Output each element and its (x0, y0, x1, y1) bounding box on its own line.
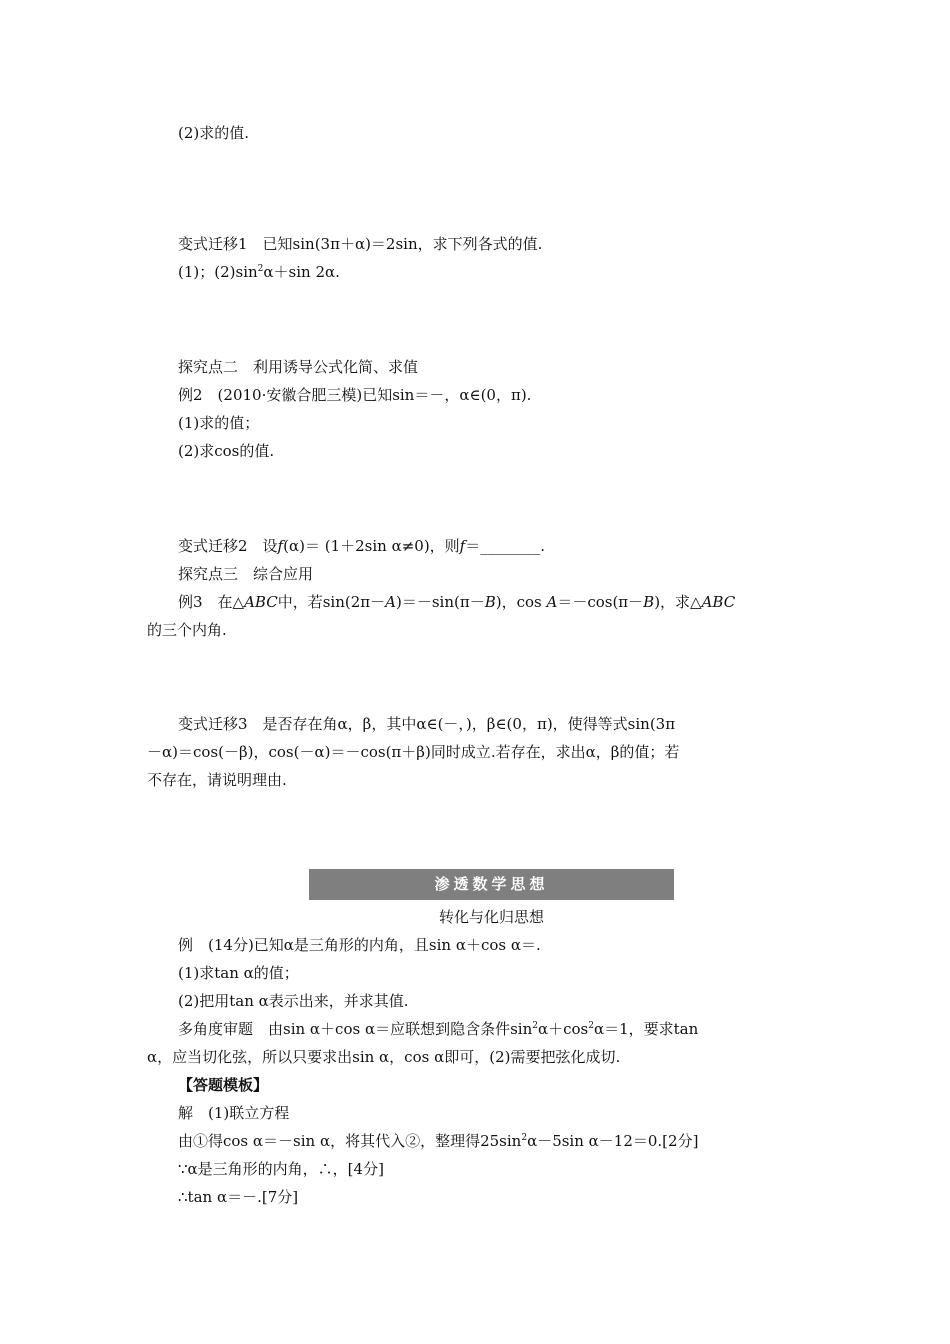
text-seg: ＝－cos(π－ (557, 593, 644, 611)
text-seg: (α)＝ (1＋2sin α≠0)，则 (283, 537, 460, 555)
example-3-cont: 的三个内角. (147, 621, 227, 639)
text-seg: f (277, 537, 284, 555)
text-seg: (1)；(2)sin (178, 263, 258, 281)
solution-line-2 (178, 1131, 698, 1151)
solution-line-1: 解 (1)联立方程 (178, 1104, 290, 1122)
variant-exercise-1-parts (178, 262, 340, 282)
text-seg: ABC (244, 593, 278, 611)
text-seg: f (459, 537, 466, 555)
text-seg: 多角度审题 由sin α＋cos α＝应联想到隐含条件sin (178, 1020, 533, 1038)
text-seg: α＋sin 2α. (263, 263, 340, 281)
superscript: 2 (588, 1021, 594, 1031)
example-2-part-2: (2)求cos的值. (178, 442, 275, 460)
text-seg: B (484, 593, 496, 611)
superscript: 2 (257, 264, 264, 274)
text-seg: α＋cos (537, 1020, 589, 1038)
text-line-1: (2)求的值. (178, 124, 250, 142)
variant-exercise-2 (178, 536, 545, 556)
example-main-part-1: (1)求tan α的值； (178, 964, 299, 982)
text-seg: α－5sin α－12＝0.[2分] (527, 1132, 699, 1150)
text-seg: 变式迁移2 设 (178, 537, 278, 555)
text-seg: ABC (701, 593, 736, 611)
section-heading-3: 探究点三 综合应用 (178, 565, 314, 583)
example-3 (178, 592, 735, 612)
example-2-part-1: (1)求的值； (178, 414, 260, 432)
text-seg: A (546, 593, 558, 611)
section-heading-2: 探究点二 利用诱导公式化简、求值 (178, 358, 419, 376)
example-2: 例2 (2010·安徽合肥三模)已知sin＝－，α∈(0，π). (178, 386, 532, 404)
superscript: 2 (521, 1133, 528, 1143)
analysis-line-1 (178, 1019, 698, 1039)
solution-line-3: ∵α是三角形的内角，∴，[4分] (178, 1160, 384, 1178)
text-seg: B (643, 593, 655, 611)
text-seg: α＝1，要求tan (593, 1020, 699, 1038)
example-main: 例 (14分)已知α是三角形的内角，且sin α＋cos α＝. (178, 936, 541, 954)
section-subtitle: 转化与化归思想 (438, 908, 544, 926)
section-banner: 渗透数学思想 (309, 869, 674, 900)
text-seg: )，cos (495, 593, 547, 611)
example-main-part-2: (2)把用tan α表示出来，并求其值. (178, 992, 409, 1010)
text-seg: 中，若sin(2π－ (277, 593, 386, 611)
superscript: 2 (532, 1021, 538, 1031)
text-seg: )＝－sin(π－ (395, 593, 485, 611)
answer-template-heading: 【答题模板】 (178, 1076, 269, 1094)
analysis-line-2: α，应当切化弦，所以只要求出sin α，cos α即可，(2)需要把弦化成切. (147, 1048, 621, 1066)
variant-exercise-3-cont-2: 不存在，请说明理由. (147, 771, 287, 789)
variant-exercise-3: 变式迁移3 是否存在角α，β，其中α∈(－，)，β∈(0，π)，使得等式sin(3π (178, 715, 676, 733)
solution-line-4: ∴tan α＝－.[7分] (178, 1188, 299, 1206)
variant-exercise-3-cont-1: －α)＝cos(－β)，cos(－α)＝－cos(π＋β)同时成立.若存在，求出α，β的值；若 (147, 743, 680, 761)
text-seg: A (385, 593, 396, 611)
text-seg: 由①得cos α＝－sin α，将其代入②，整理得25sin (178, 1132, 522, 1150)
text-seg: )，求△ (654, 593, 702, 611)
text-seg: 例3 在△ (178, 593, 245, 611)
text-seg: ＝________. (465, 537, 546, 555)
variant-exercise-1: 变式迁移1 已知sin(3π＋α)＝2sin，求下列各式的值. (178, 235, 543, 253)
